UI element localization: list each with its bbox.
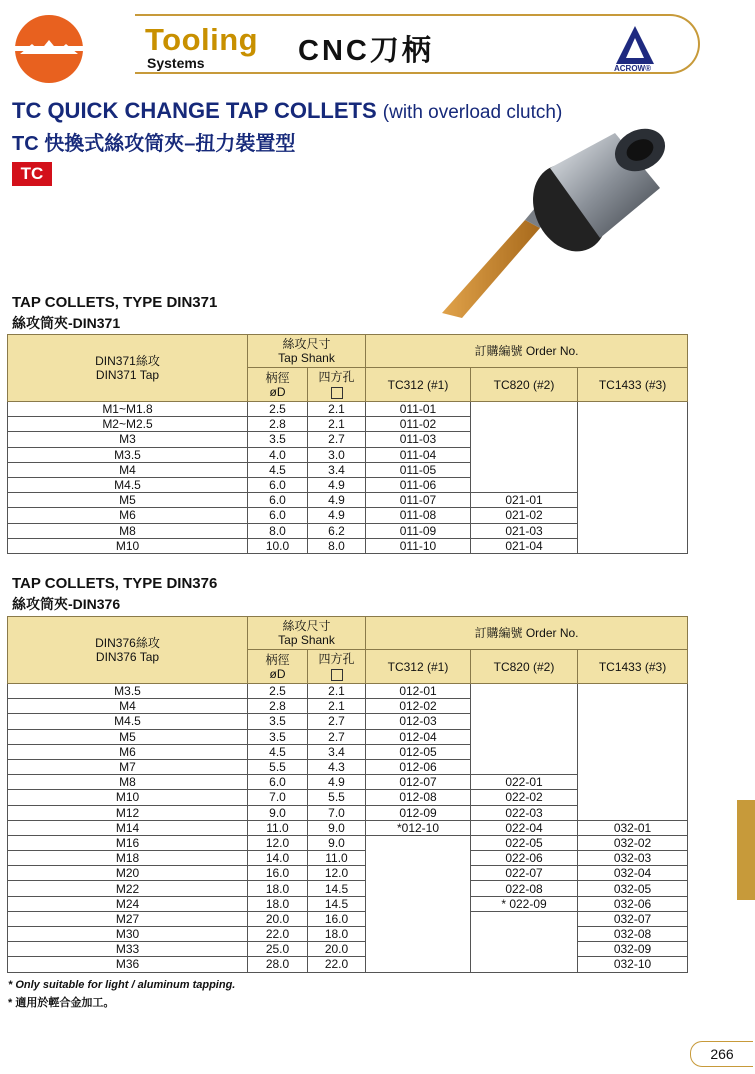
tc1433-cell bbox=[578, 699, 688, 714]
square-cell: 6.2 bbox=[308, 523, 366, 538]
tc1433-cell: 032-02 bbox=[578, 835, 688, 850]
tc312-cell: 011-02 bbox=[366, 417, 471, 432]
diameter-cn: 柄徑 bbox=[265, 370, 290, 385]
tc1433-cell: 032-05 bbox=[578, 881, 688, 896]
table-row bbox=[8, 835, 688, 850]
brand-subtitle: Systems bbox=[147, 55, 205, 71]
tc1433-cell bbox=[578, 805, 688, 820]
tc1433-cell bbox=[578, 432, 688, 447]
diameter-cell: 5.5 bbox=[248, 759, 308, 774]
diameter-cell: 28.0 bbox=[248, 957, 308, 972]
tc1433-cell bbox=[578, 417, 688, 432]
tap-shank-cn: 絲攻尺寸 bbox=[282, 619, 331, 633]
order-no-header: 訂購編號 Order No. bbox=[366, 335, 688, 368]
din376-section-subtitle: 絲攻筒夾-DIN376 bbox=[12, 596, 121, 612]
table-row bbox=[8, 684, 688, 699]
square-icon bbox=[331, 669, 343, 681]
tap-header-en: DIN371 Tap bbox=[95, 368, 160, 382]
diameter-cell: 2.5 bbox=[248, 402, 308, 417]
table-header-row bbox=[8, 335, 688, 368]
tc820-cell: 022-05 bbox=[471, 835, 578, 850]
square-header bbox=[308, 368, 366, 402]
page-title-cn: TC 快換式絲攻筒夾–扭力裝置型 bbox=[12, 133, 296, 155]
page-number: 266 bbox=[690, 1041, 753, 1067]
tc820-cell: 022-08 bbox=[471, 881, 578, 896]
tap-header-cn: DIN371絲攻 bbox=[95, 354, 160, 368]
diameter-cell: 11.0 bbox=[248, 820, 308, 835]
square-cell: 2.7 bbox=[308, 714, 366, 729]
square-cell: 2.1 bbox=[308, 684, 366, 699]
din371-section-title: TAP COLLETS, TYPE DIN371 bbox=[12, 294, 218, 311]
col-tc820-header: TC820 (#2) bbox=[471, 368, 578, 402]
tc820-cell: * 022-09 bbox=[471, 896, 578, 911]
tap-shank-en: Tap Shank bbox=[278, 351, 335, 365]
tap-size-cell: M5 bbox=[8, 493, 248, 508]
tap-size-cell: M10 bbox=[8, 790, 248, 805]
tc820-cell bbox=[471, 714, 578, 729]
tap-header-en: DIN376 Tap bbox=[95, 650, 160, 664]
table-row bbox=[8, 911, 688, 926]
tc312-cell: 012-08 bbox=[366, 790, 471, 805]
tc1433-cell: 032-04 bbox=[578, 866, 688, 881]
tc1433-cell: 032-03 bbox=[578, 851, 688, 866]
diameter-cell: 14.0 bbox=[248, 851, 308, 866]
tap-size-cell: M3.5 bbox=[8, 447, 248, 462]
square-cell: 4.9 bbox=[308, 775, 366, 790]
tc-badge: TC bbox=[12, 162, 52, 186]
diameter-cell: 6.0 bbox=[248, 775, 308, 790]
page-title-sub: (with overload clutch) bbox=[382, 102, 563, 123]
square-icon bbox=[331, 387, 343, 399]
col-tc1433-header: TC1433 (#3) bbox=[578, 650, 688, 684]
diameter-cell: 4.5 bbox=[248, 462, 308, 477]
diameter-header bbox=[248, 650, 308, 684]
tc820-cell bbox=[471, 477, 578, 492]
order-no-header: 訂購編號 Order No. bbox=[366, 617, 688, 650]
tc312-cell: 011-05 bbox=[366, 462, 471, 477]
tc820-cell bbox=[471, 744, 578, 759]
diameter-cell: 18.0 bbox=[248, 896, 308, 911]
tc1433-cell bbox=[578, 447, 688, 462]
side-tab-marker bbox=[737, 800, 755, 900]
table-row bbox=[8, 927, 688, 942]
tap-size-cell: M4.5 bbox=[8, 714, 248, 729]
tc820-cell: 021-02 bbox=[471, 508, 578, 523]
table-row bbox=[8, 462, 688, 477]
tc1433-cell bbox=[578, 759, 688, 774]
tc820-cell: 022-03 bbox=[471, 805, 578, 820]
col-tc1433-header: TC1433 (#3) bbox=[578, 368, 688, 402]
diameter-cell: 3.5 bbox=[248, 729, 308, 744]
table-row bbox=[8, 523, 688, 538]
tc820-cell: 022-07 bbox=[471, 866, 578, 881]
tc312-cell bbox=[366, 942, 471, 957]
table-row bbox=[8, 896, 688, 911]
tap-size-header bbox=[8, 617, 248, 684]
table-row bbox=[8, 417, 688, 432]
square-cell: 20.0 bbox=[308, 942, 366, 957]
tc820-cell bbox=[471, 729, 578, 744]
tc312-cell: 011-08 bbox=[366, 508, 471, 523]
tc820-cell bbox=[471, 462, 578, 477]
tap-size-cell: M4.5 bbox=[8, 477, 248, 492]
square-cell: 2.7 bbox=[308, 432, 366, 447]
tc1433-cell bbox=[578, 790, 688, 805]
tc312-cell: 012-03 bbox=[366, 714, 471, 729]
tap-size-cell: M6 bbox=[8, 508, 248, 523]
tc820-cell: 021-04 bbox=[471, 538, 578, 553]
square-cell: 11.0 bbox=[308, 851, 366, 866]
tc820-cell bbox=[471, 927, 578, 942]
tap-size-cell: M8 bbox=[8, 775, 248, 790]
table-row bbox=[8, 699, 688, 714]
tc312-cell: 011-09 bbox=[366, 523, 471, 538]
tc312-cell bbox=[366, 927, 471, 942]
tc312-cell: 012-01 bbox=[366, 684, 471, 699]
tc820-cell: 021-01 bbox=[471, 493, 578, 508]
diameter-cell: 10.0 bbox=[248, 538, 308, 553]
category-title: CNC刀柄 bbox=[298, 35, 434, 67]
table-header-row bbox=[8, 617, 688, 650]
tap-size-cell: M10 bbox=[8, 538, 248, 553]
tap-size-cell: M14 bbox=[8, 820, 248, 835]
square-cell: 2.1 bbox=[308, 699, 366, 714]
tc312-cell bbox=[366, 957, 471, 972]
tap-size-cell: M27 bbox=[8, 911, 248, 926]
table-row bbox=[8, 432, 688, 447]
tc312-cell bbox=[366, 896, 471, 911]
tc312-cell: 012-07 bbox=[366, 775, 471, 790]
square-cell: 3.0 bbox=[308, 447, 366, 462]
square-cell: 3.4 bbox=[308, 462, 366, 477]
tc312-cell: 012-02 bbox=[366, 699, 471, 714]
tap-size-cell: M22 bbox=[8, 881, 248, 896]
tc820-cell bbox=[471, 942, 578, 957]
table-row bbox=[8, 866, 688, 881]
diameter-cell: 4.0 bbox=[248, 447, 308, 462]
diameter-cell: 22.0 bbox=[248, 927, 308, 942]
square-cn: 四方孔 bbox=[318, 370, 355, 385]
tap-size-header bbox=[8, 335, 248, 402]
tc820-cell bbox=[471, 447, 578, 462]
tap-size-cell: M18 bbox=[8, 851, 248, 866]
tap-size-cell: M20 bbox=[8, 866, 248, 881]
square-cell: 2.1 bbox=[308, 417, 366, 432]
table-row bbox=[8, 447, 688, 462]
diameter-en: øD bbox=[269, 666, 286, 681]
tc1433-cell: 032-07 bbox=[578, 911, 688, 926]
table-row bbox=[8, 790, 688, 805]
diameter-cell: 2.8 bbox=[248, 699, 308, 714]
tc820-cell bbox=[471, 432, 578, 447]
diameter-cell: 2.8 bbox=[248, 417, 308, 432]
tap-size-cell: M6 bbox=[8, 744, 248, 759]
table-row bbox=[8, 805, 688, 820]
tap-collet-product-image bbox=[440, 128, 700, 328]
diameter-cell: 3.5 bbox=[248, 714, 308, 729]
tc312-cell: 012-04 bbox=[366, 729, 471, 744]
tap-size-cell: M3.5 bbox=[8, 684, 248, 699]
tc312-cell: 012-09 bbox=[366, 805, 471, 820]
tap-size-cell: M24 bbox=[8, 896, 248, 911]
tc312-cell bbox=[366, 835, 471, 850]
tc312-cell bbox=[366, 866, 471, 881]
square-cell: 2.7 bbox=[308, 729, 366, 744]
square-cell: 22.0 bbox=[308, 957, 366, 972]
diameter-cell: 18.0 bbox=[248, 881, 308, 896]
tap-size-cell: M12 bbox=[8, 805, 248, 820]
diameter-cell: 4.5 bbox=[248, 744, 308, 759]
table-row bbox=[8, 729, 688, 744]
diameter-cell: 7.0 bbox=[248, 790, 308, 805]
tc820-cell bbox=[471, 402, 578, 417]
square-cell: 14.5 bbox=[308, 896, 366, 911]
square-cell: 4.9 bbox=[308, 493, 366, 508]
table-row bbox=[8, 744, 688, 759]
tap-size-cell: M36 bbox=[8, 957, 248, 972]
diameter-cell: 3.5 bbox=[248, 432, 308, 447]
table-row bbox=[8, 942, 688, 957]
tap-size-cell: M33 bbox=[8, 942, 248, 957]
square-cn: 四方孔 bbox=[318, 652, 355, 667]
tc1433-cell: 032-10 bbox=[578, 957, 688, 972]
tc312-cell: 012-06 bbox=[366, 759, 471, 774]
diameter-en: øD bbox=[269, 384, 286, 399]
diameter-cell: 12.0 bbox=[248, 835, 308, 850]
tap-size-cell: M8 bbox=[8, 523, 248, 538]
diameter-cell: 9.0 bbox=[248, 805, 308, 820]
din376-section-title: TAP COLLETS, TYPE DIN376 bbox=[12, 575, 218, 592]
square-cell: 5.5 bbox=[308, 790, 366, 805]
tap-size-cell: M3 bbox=[8, 432, 248, 447]
diameter-cell: 2.5 bbox=[248, 684, 308, 699]
tc820-cell bbox=[471, 699, 578, 714]
tc1433-cell bbox=[578, 714, 688, 729]
square-cell: 9.0 bbox=[308, 820, 366, 835]
square-cell: 4.9 bbox=[308, 477, 366, 492]
diameter-header bbox=[248, 368, 308, 402]
table-row bbox=[8, 477, 688, 492]
tc820-cell: 021-03 bbox=[471, 523, 578, 538]
col-tc820-header: TC820 (#2) bbox=[471, 650, 578, 684]
diameter-cell: 20.0 bbox=[248, 911, 308, 926]
square-cell: 14.5 bbox=[308, 881, 366, 896]
tc312-cell: *012-10 bbox=[366, 820, 471, 835]
tap-size-cell: M7 bbox=[8, 759, 248, 774]
tc820-cell: 022-01 bbox=[471, 775, 578, 790]
tc820-cell bbox=[471, 957, 578, 972]
diameter-cell: 8.0 bbox=[248, 523, 308, 538]
tc820-cell bbox=[471, 911, 578, 926]
table-row bbox=[8, 714, 688, 729]
tc820-cell bbox=[471, 417, 578, 432]
table-row bbox=[8, 851, 688, 866]
table-row bbox=[8, 538, 688, 553]
tap-size-cell: M4 bbox=[8, 462, 248, 477]
footnote-cn: * 適用於輕合金加工。 bbox=[8, 997, 115, 1009]
tc312-cell: 011-03 bbox=[366, 432, 471, 447]
col-tc312-header: TC312 (#1) bbox=[366, 650, 471, 684]
tc312-cell bbox=[366, 851, 471, 866]
tc312-cell: 011-06 bbox=[366, 477, 471, 492]
diameter-cell: 6.0 bbox=[248, 477, 308, 492]
tap-size-cell: M16 bbox=[8, 835, 248, 850]
tap-shank-header bbox=[248, 617, 366, 650]
square-header bbox=[308, 650, 366, 684]
table-row bbox=[8, 775, 688, 790]
tc1433-cell bbox=[578, 493, 688, 508]
tap-size-cell: M30 bbox=[8, 927, 248, 942]
table-row bbox=[8, 820, 688, 835]
tc1433-cell bbox=[578, 402, 688, 417]
din376-table bbox=[7, 616, 688, 973]
table-row bbox=[8, 957, 688, 972]
table-row bbox=[8, 881, 688, 896]
tc1433-cell bbox=[578, 744, 688, 759]
page-title-main: TC QUICK CHANGE TAP COLLETS bbox=[12, 98, 377, 123]
tap-shank-header bbox=[248, 335, 366, 368]
square-cell: 16.0 bbox=[308, 911, 366, 926]
footnote-en: * Only suitable for light / aluminum tapping. bbox=[8, 979, 236, 991]
square-cell: 12.0 bbox=[308, 866, 366, 881]
company-logo bbox=[14, 14, 84, 84]
col-tc312-header: TC312 (#1) bbox=[366, 368, 471, 402]
din371-section-subtitle: 絲攻筒夾-DIN371 bbox=[12, 315, 121, 331]
square-cell: 9.0 bbox=[308, 835, 366, 850]
acrow-logo-text: ACROW® bbox=[614, 64, 651, 73]
tc1433-cell: 032-01 bbox=[578, 820, 688, 835]
tc1433-cell bbox=[578, 508, 688, 523]
table-row bbox=[8, 402, 688, 417]
tc312-cell: 011-01 bbox=[366, 402, 471, 417]
tap-shank-cn: 絲攻尺寸 bbox=[282, 337, 331, 351]
tc312-cell: 011-07 bbox=[366, 493, 471, 508]
square-cell: 2.1 bbox=[308, 402, 366, 417]
tap-size-cell: M1~M1.8 bbox=[8, 402, 248, 417]
tc1433-cell bbox=[578, 462, 688, 477]
diameter-cell: 25.0 bbox=[248, 942, 308, 957]
tc820-cell: 022-04 bbox=[471, 820, 578, 835]
tap-header-cn: DIN376絲攻 bbox=[95, 636, 160, 650]
tc1433-cell bbox=[578, 523, 688, 538]
din371-table bbox=[7, 334, 688, 554]
tc820-cell bbox=[471, 684, 578, 699]
tc820-cell: 022-06 bbox=[471, 851, 578, 866]
tc1433-cell bbox=[578, 775, 688, 790]
tc1433-cell bbox=[578, 684, 688, 699]
tc1433-cell: 032-06 bbox=[578, 896, 688, 911]
square-cell: 7.0 bbox=[308, 805, 366, 820]
diameter-cell: 6.0 bbox=[248, 493, 308, 508]
square-cell: 18.0 bbox=[308, 927, 366, 942]
tc312-cell bbox=[366, 911, 471, 926]
tc1433-cell: 032-09 bbox=[578, 942, 688, 957]
square-cell: 4.3 bbox=[308, 759, 366, 774]
tc312-cell: 011-04 bbox=[366, 447, 471, 462]
tc312-cell: 011-10 bbox=[366, 538, 471, 553]
page-title bbox=[12, 98, 562, 124]
tc1433-cell: 032-08 bbox=[578, 927, 688, 942]
tc312-cell bbox=[366, 881, 471, 896]
tap-size-cell: M2~M2.5 bbox=[8, 417, 248, 432]
brand-name: Tooling bbox=[145, 22, 259, 57]
table-row bbox=[8, 493, 688, 508]
tap-size-cell: M5 bbox=[8, 729, 248, 744]
diameter-cell: 6.0 bbox=[248, 508, 308, 523]
square-cell: 3.4 bbox=[308, 744, 366, 759]
square-cell: 8.0 bbox=[308, 538, 366, 553]
tc1433-cell bbox=[578, 729, 688, 744]
table-row bbox=[8, 508, 688, 523]
square-cell: 4.9 bbox=[308, 508, 366, 523]
tap-shank-en: Tap Shank bbox=[278, 633, 335, 647]
tap-size-cell: M4 bbox=[8, 699, 248, 714]
tc820-cell bbox=[471, 759, 578, 774]
diameter-cell: 16.0 bbox=[248, 866, 308, 881]
tc820-cell: 022-02 bbox=[471, 790, 578, 805]
diameter-cn: 柄徑 bbox=[265, 652, 290, 667]
tc312-cell: 012-05 bbox=[366, 744, 471, 759]
table-row bbox=[8, 759, 688, 774]
tc1433-cell bbox=[578, 538, 688, 553]
tc1433-cell bbox=[578, 477, 688, 492]
